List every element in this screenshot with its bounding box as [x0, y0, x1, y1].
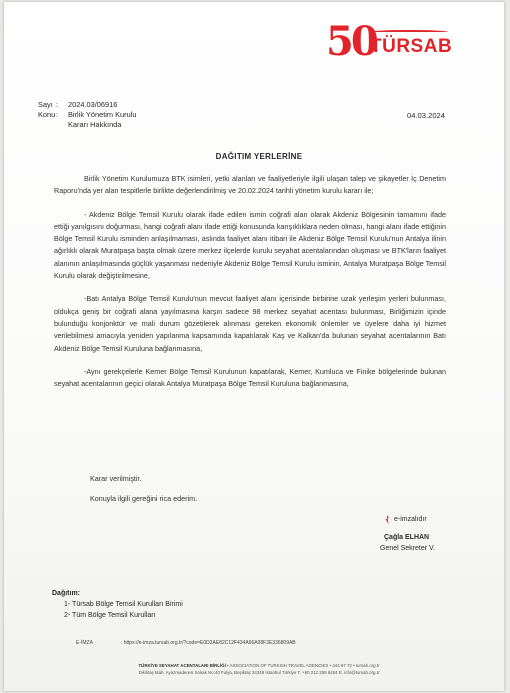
- distribution-item: 1- Türsab Bölge Temsil Kurulları Birimi: [64, 601, 183, 608]
- document-page: [4, 2, 504, 691]
- sayi-value: 2024.03/06916: [68, 100, 118, 109]
- e-imza-label: E-İMZA: [76, 640, 93, 646]
- distribution-item: 2- Tüm Bölge Temsil Kurulları: [64, 612, 156, 619]
- footer-address: Dikilitaş Mah. Ayazmaderesi Sokak No:40 Fulya, Beşiktaş 34349 İstanbul Türkiye T. +90 212 259 8404 E. info@tursab.org.tr: [138, 670, 380, 675]
- e-imza-url[interactable]: : https://e-imza.tursab.org.tr/?code=E0D2AE82C12F434A96A98F3E336809AB: [120, 640, 296, 646]
- logo-brand: TÜRSAB: [370, 36, 453, 57]
- footer-org-name: TÜRKİYE SEYAHAT ACENTALARI BİRLİĞİ: [138, 663, 226, 668]
- paragraph-kemer: -Aynı gerekçelerle Kemer Bölge Temsil Kurulunun kapatılarak, Kemer, Kumluca ve Finike bölgelerinde bulunan seyahat acentalarının geçici olarak Antalya Muratpaşa Bölge Temsil Kuruluna bağlanmasına,: [54, 366, 446, 389]
- paragraph-bati-antalya: -Batı Antalya Bölge Temsil Kurulu'nun mevcut faaliyet alanı içerisinde birbirine uzak yerleşim yerleri bulunması, oldukça geniş bir coğrafi alana yayılmasına karşın sadece 98 merkez seyahat acentası bulunması, Birliğimizin içinde bulunduğu konjonktür ve mali durum gözetilerek alınması gereken ekonomik önlemler ve üyelere daha iyi hizmet verilebilmesi amacıyla yeniden yapılanma kapsamında kapatılarak Kaş ve Kalkan'da bulunan seyahat acentalarının Batı Akdeniz Bölge Temsil Kuruluna bağlanmasına,: [54, 294, 446, 353]
- konu-label: Konu: [38, 110, 56, 119]
- logo-swoosh: [370, 30, 448, 34]
- paragraph-akdeniz: - Akdeniz Bölge Temsil Kurulu olarak ifade edilen ismin coğrafi alan olarak Akdeniz Bölgesinin tamamını ifade ettiği yanılgısını doğurması, hangi coğrafi alanı ifade ettiği konusunda karışıklıklara neden olması, hangi alanı ifade ettiğinin Bölge Temsil Kurulu isminden anlaşılmaması, aslında faaliyet alanı itibari ile Akdeniz Bölge Temsil Kurulu'nun Antalya ilinin ağırlıklı olarak Muratpaşa başta olmak üzere merkez ilçelerde kurulu seyahat acentalarından oluşması ve BTK'ların faaliyet alanının anlaşılmasında güçlük yaşanması nedeniyle Akdeniz Bölge Temsil Kurulu isminin, Antalya Muratpaşa Bölge Temsil Kurulu olarak değiştirilmesine,: [54, 209, 446, 281]
- distribution-heading: Dağıtım:: [52, 590, 80, 597]
- letter-date: 04.03.2024: [407, 111, 446, 120]
- e-signed-label: e-imzalıdır: [394, 516, 427, 523]
- logo-fifty: 50: [326, 18, 376, 65]
- e-signature-icon: [384, 515, 390, 524]
- footer-org-details: • ASSOCIATION OF TURKISH TRAVEL AGENCIES • 444 87 72 • tursab.org.tr: [225, 663, 380, 668]
- letter-heading: DAĞITIM YERLERİNE: [215, 152, 303, 161]
- signature-block: [378, 514, 435, 555]
- e-signature-verification: [76, 640, 296, 646]
- letter-body: [54, 173, 446, 401]
- paragraph-intro: Birlik Yönetim Kurulumuza BTK isimleri, yetki alanları ve faaliyetleriyle ilgili ulaşan talep ve şikayetler İç Denetim Raporu'nda yer alan tespitlerle birlikte değerlendirilmiş ve 20.02.2024 tarihli yönetim kurulu kararı ile;: [54, 174, 446, 196]
- signer-title: Genel Sekreter V.: [380, 545, 435, 552]
- closing-decision: Karar verilmiştir.: [90, 474, 142, 483]
- letter-meta: Sayı : 2024.03/06916 Konu : Birlik Yönetim Kurulu Kararı Hakkında: [38, 100, 137, 129]
- tursab-50-logo: [326, 20, 456, 64]
- signer-name: Çağla ELHAN: [384, 533, 430, 541]
- sayi-label: Sayı: [38, 100, 53, 109]
- letter-footer: [4, 662, 510, 676]
- closing-request: Konuyla ilgili gereğini rica ederim.: [90, 494, 198, 503]
- konu-value-line2: Kararı Hakkında: [68, 120, 122, 129]
- distribution-list: [52, 588, 183, 621]
- konu-value: Birlik Yönetim Kurulu: [68, 110, 137, 119]
